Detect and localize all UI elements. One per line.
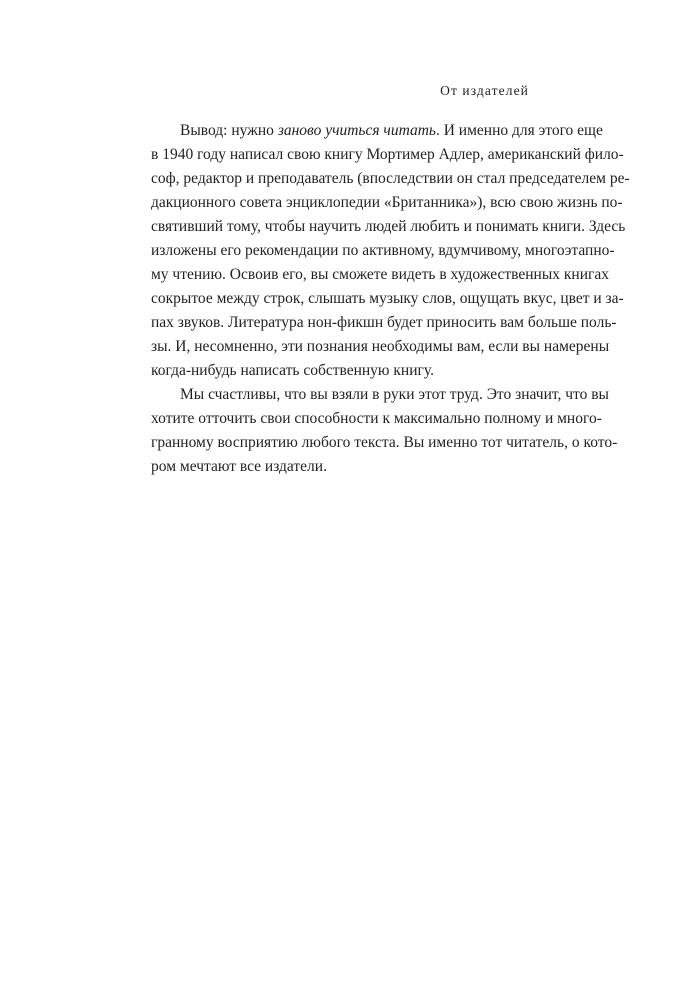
text-line: гранному восприятию любого текста. Вы именно тот читатель, о кото- bbox=[151, 434, 618, 451]
text-line: когда-нибудь написать собственную книгу. bbox=[151, 362, 434, 379]
text-run: . И именно для этого еще bbox=[435, 122, 603, 139]
text-line: ром мечтают все издатели. bbox=[151, 458, 327, 475]
text-line: Мы счастливы, что вы взяли в руки этот труд. Это значит, что вы bbox=[180, 386, 609, 403]
text-line: хотите отточить свои способности к максимально полному и много- bbox=[151, 410, 602, 427]
running-header: От издателей bbox=[440, 83, 529, 98]
text-line: дакционного совета энциклопедии «Британника»), всю свою жизнь по- bbox=[151, 194, 623, 211]
text-line: соф, редактор и преподаватель (впоследствии он стал председателем ре- bbox=[151, 170, 630, 187]
text-line bbox=[151, 119, 603, 143]
text-line: му чтению. Освоив его, вы сможете видеть в художественных книгах bbox=[151, 266, 609, 283]
italic-phrase: заново учиться читать bbox=[277, 122, 436, 139]
paragraph-2 bbox=[151, 383, 618, 479]
text-line: в 1940 году написал свою книгу Мортимер Адлер, американский фило- bbox=[151, 146, 624, 163]
text-run: Вывод: нужно bbox=[180, 122, 278, 139]
text-line: пах звуков. Литература нон-фикшн будет приносить вам больше поль- bbox=[151, 314, 617, 331]
text-line: святивший тому, чтобы научить людей любить и понимать книги. Здесь bbox=[151, 218, 626, 235]
text-line: зы. И, несомненно, эти познания необходимы вам, если вы намерены bbox=[151, 338, 610, 355]
text-line: изложены его рекомендации по активному, вдумчивому, многоэтапно- bbox=[151, 242, 615, 259]
text-line: сокрытое между строк, слышать музыку слов, ощущать вкус, цвет и за- bbox=[151, 290, 624, 307]
body-text bbox=[151, 119, 630, 479]
paragraph-1 bbox=[151, 119, 630, 383]
